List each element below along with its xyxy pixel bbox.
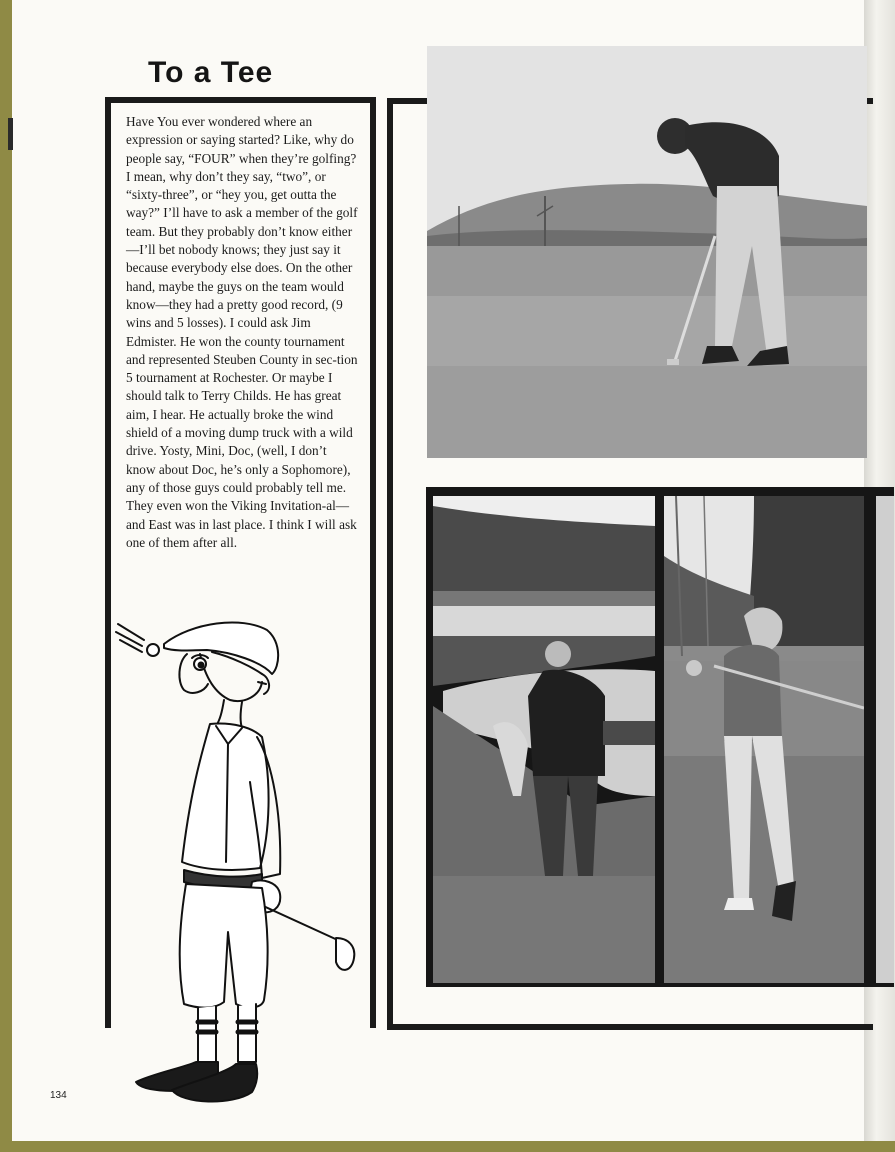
story-text: Have You ever wondered where an expression or saying started? Like, why do people say, “FOUR” when they’re golfing? I mean, why don’t they say, “two”, or “sixty-three”, or “hey you, get outta the way?” I’ll have to ask a member of the golf team. But they probably don’t know either—I’ll bet nobody knows; they just say it because everybody else does. On the other hand, maybe the guys on the team would know—they had a pretty good record, (9 wins and 5 losses). I could ask Jim Edmister. He won the county tournament and represented Steuben County in sec-tion 5 tournament at Rochester. Or maybe I should talk to Terry Childs. He has great aim, I hear. He actually broke the wind shield of a moving dump truck with a wild drive. Yosty, Mini, Doc, (well, I don’t know about Doc, he’s only a Sophomore), any of those guys could probably tell me. They even won the Viking Invitation-al—and East was in last place. I think I will ask one of them after all. bbox=[126, 114, 358, 550]
golfer-cartoon-icon bbox=[112, 612, 364, 1112]
golfer-walking-photo bbox=[433, 496, 655, 983]
page-title: To a Tee bbox=[148, 56, 274, 89]
golfer-swing-photo bbox=[664, 496, 864, 983]
cropped-photo-edge bbox=[876, 496, 894, 983]
binding-mark bbox=[8, 118, 13, 150]
page-number: 134 bbox=[50, 1090, 67, 1101]
golfer-putting-photo bbox=[427, 46, 867, 458]
